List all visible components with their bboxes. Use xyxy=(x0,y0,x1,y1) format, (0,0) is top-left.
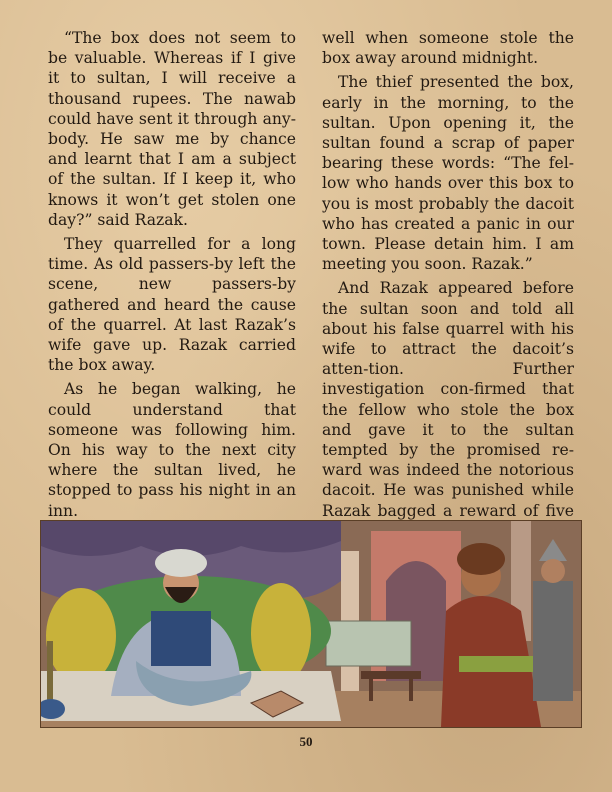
page-number: 50 xyxy=(299,734,313,749)
right-text-column xyxy=(322,28,574,545)
left-text-column xyxy=(48,28,296,569)
sultan-turban xyxy=(155,549,207,577)
hookah-pipe xyxy=(47,641,53,701)
paragraph: And Razak appeared before the sultan soon and told all about his false quarrel with his wife to attract the dacoit’s atten-tion. Further investigation con-firmed that the fellow who stole the box and gave it to the sultan tempted by the promised re-ward was indeed the notorious dacoit. He was punished while Razak bagged a reward of five xyxy=(322,279,574,520)
paragraph-continuation: well when someone stole the box away around midnight. xyxy=(322,29,574,68)
cushion-end xyxy=(251,583,311,683)
illustration-drawing xyxy=(41,521,581,727)
sultan-vest xyxy=(151,611,211,666)
paragraph: The thief presented the box, early in the morning, to the sultan. Upon opening it, the sultan found a scrap of paper bearing these words: “The fel-low who hands over this box to you is most probably the dacoit who has created a panic in our town. Please detain him. I am meeting you soon. Razak.” xyxy=(322,73,574,274)
razak-turban xyxy=(457,543,505,575)
guard-face xyxy=(541,559,565,583)
cushion-end xyxy=(46,588,116,684)
story-illustration xyxy=(40,520,582,728)
low-table xyxy=(361,671,421,679)
guard-armor xyxy=(533,581,573,701)
paragraph: As he began walking, he could understand that someone was following him. On his way to the next city where the sultan lived, he stopped to pass his night in an inn. xyxy=(48,380,296,520)
paragraph: They quarrelled for a long time. As old passers-by left the scene, new passers-by gathered and heard the cause of the quarrel. At last Razak’s wife gave up. Razak carried the box away. xyxy=(48,235,296,375)
paragraph: “The box does not seem to be valuable. Whereas if I give it to sultan, I will receive a thousand rupees. The nawab could have sent it through any-body. He saw me by chance and learnt that I am a subject of the sultan. If I keep it, who knows it won’t get stolen one day?” said Razak. xyxy=(48,29,296,229)
table-leg xyxy=(369,679,373,701)
railing xyxy=(326,621,411,666)
razak-sash xyxy=(459,656,539,672)
table-leg xyxy=(409,679,413,701)
